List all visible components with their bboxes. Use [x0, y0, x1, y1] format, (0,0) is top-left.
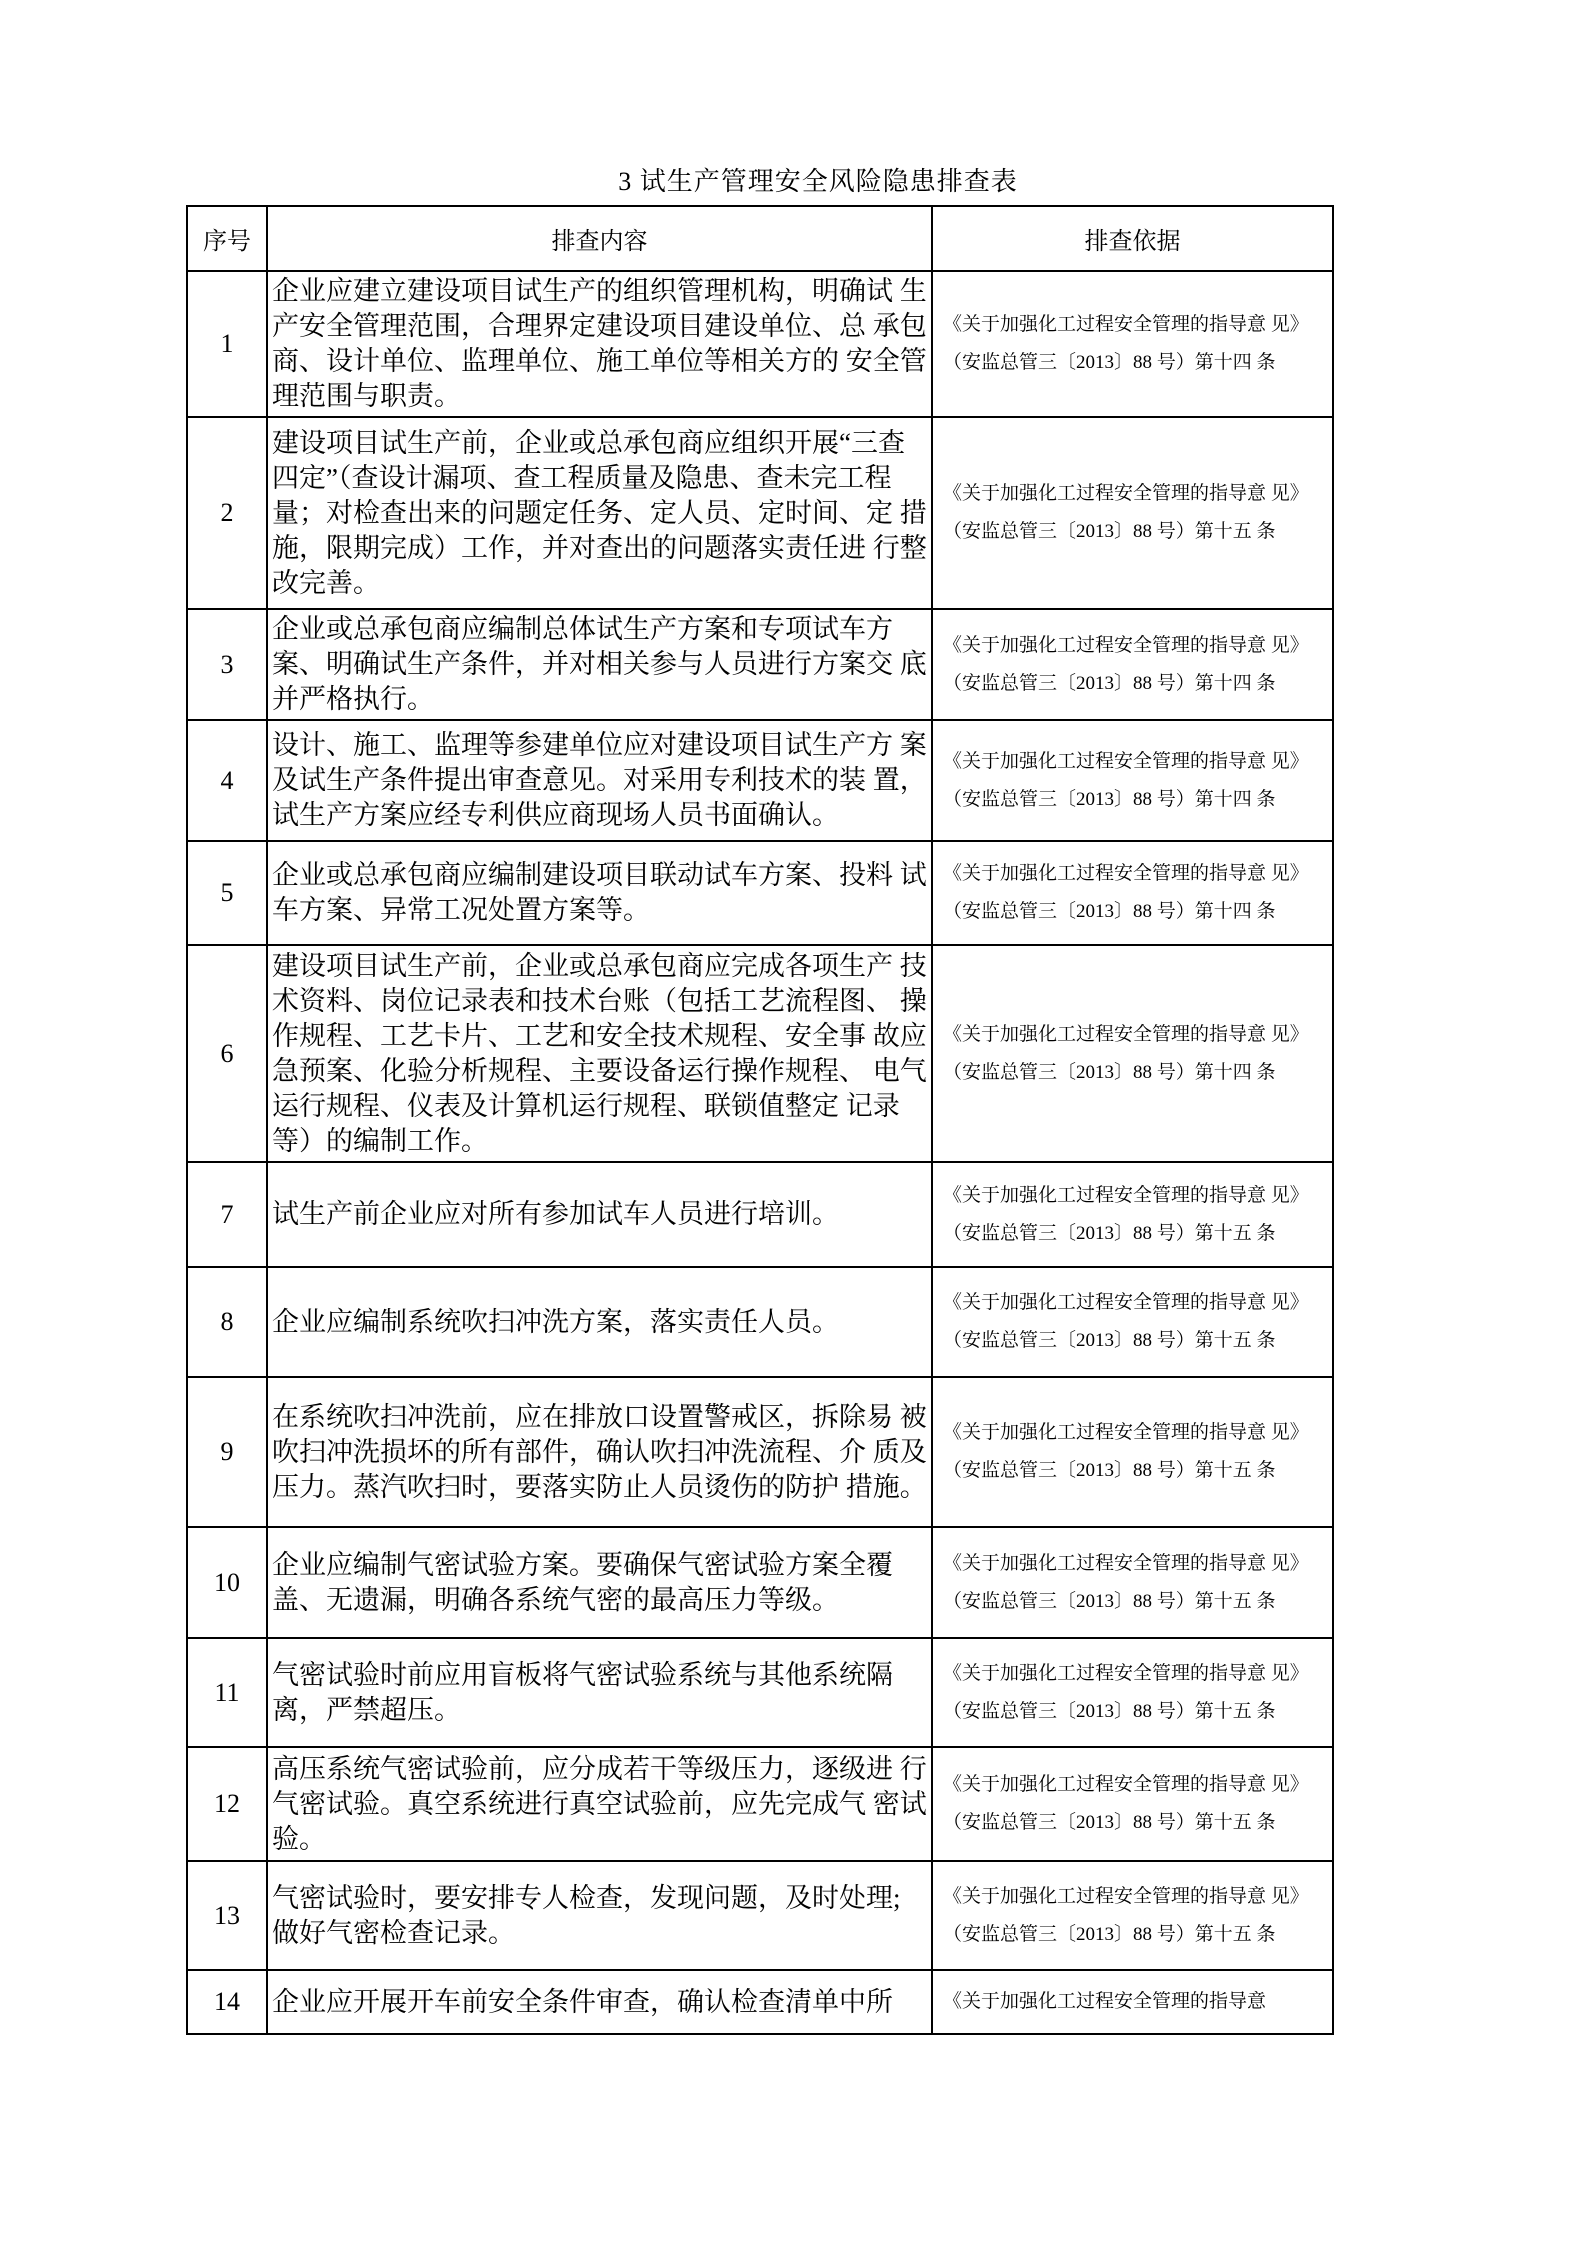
content-cell: 设计、施工、监理等参建单位应对建设项目试生产方 案及试生产条件提出审查意见。对采用专利技术的装 置，试生产方案应经专利供应商现场人员书面确认。 — [267, 720, 932, 841]
table-row — [187, 1162, 1333, 1267]
basis-cell — [932, 1970, 1333, 2034]
content-cell: 气密试验时前应用盲板将气密试验系统与其他系统隔 离，严禁超压。 — [267, 1638, 932, 1747]
content-cell: 企业应建立建设项目试生产的组织管理机构，明确试 生产安全管理范围，合理界定建设项目建设单位、总 承包商、设计单位、监理单位、施工单位等相关方的 安全管理范围与职责。 — [267, 271, 932, 417]
basis-line: （安监总管三〔2013〕88 号）第十四 条 — [943, 788, 1276, 810]
table-row — [187, 945, 1333, 1162]
table-row — [187, 720, 1333, 841]
table-row — [187, 1747, 1333, 1861]
row-number: 9 — [187, 1377, 267, 1527]
row-number: 5 — [187, 841, 267, 945]
content-cell: 在系统吹扫冲洗前，应在排放口设置警戒区，拆除易 被吹扫冲洗损坏的所有部件，确认吹扫冲洗流程、介 质及压力。蒸汽吹扫时，要落实防止人员烫伤的防护 措施。 — [267, 1377, 932, 1527]
basis-line: （安监总管三〔2013〕88 号）第十四 条 — [943, 672, 1276, 694]
inspection-table — [186, 205, 1334, 2035]
basis-line: （安监总管三〔2013〕88 号）第十五 条 — [943, 521, 1276, 542]
content-cell: 试生产前企业应对所有参加试车人员进行培训。 — [267, 1162, 932, 1267]
header-row — [187, 206, 1333, 271]
basis-cell — [932, 1527, 1333, 1638]
basis-cell — [932, 1747, 1333, 1861]
table-row — [187, 1861, 1333, 1970]
content-cell: 高压系统气密试验前，应分成若干等级压力，逐级进 行气密试验。真空系统进行真空试验前，应先完成气 密试验。 — [267, 1747, 932, 1861]
basis-line: （安监总管三〔2013〕88 号）第十四 条 — [943, 1061, 1276, 1083]
table-row — [187, 1527, 1333, 1638]
header-basis: 排查依据 — [932, 206, 1333, 271]
basis-cell — [932, 1162, 1333, 1267]
content-cell: 建设项目试生产前，企业或总承包商应完成各项生产 技术资料、岗位记录表和技术台账（包括工艺流程图、 操作规程、工艺卡片、工艺和安全技术规程、安全事 故应急预案、化验分析规程、主要设备运行操作规程、 电气运行规程、仪表及计算机运行规程、联锁值整定 记录等）的编制工作。 — [267, 945, 932, 1162]
row-number: 3 — [187, 609, 267, 720]
basis-line: （安监总管三〔2013〕88 号）第十四 条 — [943, 901, 1276, 922]
basis-cell — [932, 271, 1333, 417]
basis-line: 《关于加强化工过程安全管理的指导意 见》 — [943, 863, 1309, 884]
content-cell: 企业或总承包商应编制总体试生产方案和专项试车方 案、明确试生产条件，并对相关参与人员进行方案交 底并严格执行。 — [267, 609, 932, 720]
basis-line: 《关于加强化工过程安全管理的指导意 见》 — [943, 1552, 1309, 1574]
table-row — [187, 1970, 1333, 2034]
basis-line: 《关于加强化工过程安全管理的指导意 见》 — [943, 1662, 1309, 1684]
basis-line: 《关于加强化工过程安全管理的指导意 见》 — [943, 634, 1309, 656]
row-number: 11 — [187, 1638, 267, 1747]
basis-line: 《关于加强化工过程安全管理的指导意 见》 — [943, 1184, 1309, 1206]
table-row — [187, 1638, 1333, 1747]
basis-line: （安监总管三〔2013〕88 号）第十五 条 — [943, 1700, 1276, 1722]
basis-line: （安监总管三〔2013〕88 号）第十五 条 — [943, 1460, 1276, 1481]
content-cell: 企业或总承包商应编制建设项目联动试车方案、投料 试车方案、异常工况处置方案等。 — [267, 841, 932, 945]
basis-line: 《关于加强化工过程安全管理的指导意 见》 — [943, 1292, 1309, 1313]
content-cell: 气密试验时，要安排专人检查，发现问题，及时处理; 做好气密检查记录。 — [267, 1861, 932, 1970]
row-number: 2 — [187, 417, 267, 609]
content-cell: 建设项目试生产前，企业或总承包商应组织开展“三查 四定”（查设计漏项、查工程质量及隐患、查未完工程 量；对检查出来的问题定任务、定人员、定时间、定 措施，限期完成）工作，并对查出的问题落实责任进 行整改完善。 — [267, 417, 932, 609]
row-number: 10 — [187, 1527, 267, 1638]
content-cell: 企业应编制气密试验方案。要确保气密试验方案全覆 盖、无遗漏，明确各系统气密的最高压力等级。 — [267, 1527, 932, 1638]
header-no: 序号 — [187, 206, 267, 271]
basis-cell — [932, 1267, 1333, 1377]
table-row — [187, 417, 1333, 609]
row-number: 14 — [187, 1970, 267, 2034]
basis-line: （安监总管三〔2013〕88 号）第十五 条 — [943, 1923, 1276, 1945]
basis-cell — [932, 1861, 1333, 1970]
row-number: 13 — [187, 1861, 267, 1970]
basis-line: （安监总管三〔2013〕88 号）第十五 条 — [943, 1590, 1276, 1612]
basis-line: 《关于加强化工过程安全管理的指导意 见》 — [943, 750, 1309, 772]
basis-line: 《关于加强化工过程安全管理的指导意 见》 — [943, 314, 1309, 335]
row-number: 8 — [187, 1267, 267, 1377]
basis-cell — [932, 609, 1333, 720]
table-row — [187, 1377, 1333, 1527]
basis-line: （安监总管三〔2013〕88 号）第十五 条 — [943, 1812, 1276, 1833]
document-title: 3 试生产管理安全风险隐患排查表 — [618, 167, 1018, 196]
content-cell: 企业应开展开车前安全条件审查，确认检查清单中所 — [267, 1970, 932, 2034]
basis-line: （安监总管三〔2013〕88 号）第十五 条 — [943, 1222, 1276, 1244]
basis-line: 《关于加强化工过程安全管理的指导意 见》 — [943, 1023, 1309, 1045]
basis-cell — [932, 417, 1333, 609]
basis-line: 《关于加强化工过程安全管理的指导意 — [943, 1991, 1267, 2012]
basis-cell — [932, 841, 1333, 945]
header-content: 排查内容 — [267, 206, 932, 271]
basis-line: 《关于加强化工过程安全管理的指导意 见》 — [943, 1774, 1309, 1795]
basis-cell — [932, 1377, 1333, 1527]
row-number: 1 — [187, 271, 267, 417]
basis-line: （安监总管三〔2013〕88 号）第十四 条 — [943, 352, 1276, 373]
row-number: 7 — [187, 1162, 267, 1267]
table-row — [187, 841, 1333, 945]
basis-line: 《关于加强化工过程安全管理的指导意 见》 — [943, 1422, 1309, 1443]
row-number: 12 — [187, 1747, 267, 1861]
basis-line: 《关于加强化工过程安全管理的指导意 见》 — [943, 1885, 1309, 1907]
table-row — [187, 271, 1333, 417]
content-cell: 企业应编制系统吹扫冲洗方案，落实责任人员。 — [267, 1267, 932, 1377]
basis-cell — [932, 1638, 1333, 1747]
basis-line: （安监总管三〔2013〕88 号）第十五 条 — [943, 1330, 1276, 1351]
basis-cell — [932, 720, 1333, 841]
row-number: 4 — [187, 720, 267, 841]
basis-cell — [932, 945, 1333, 1162]
table-row — [187, 1267, 1333, 1377]
row-number: 6 — [187, 945, 267, 1162]
table-row — [187, 609, 1333, 720]
basis-line: 《关于加强化工过程安全管理的指导意 见》 — [943, 483, 1309, 504]
